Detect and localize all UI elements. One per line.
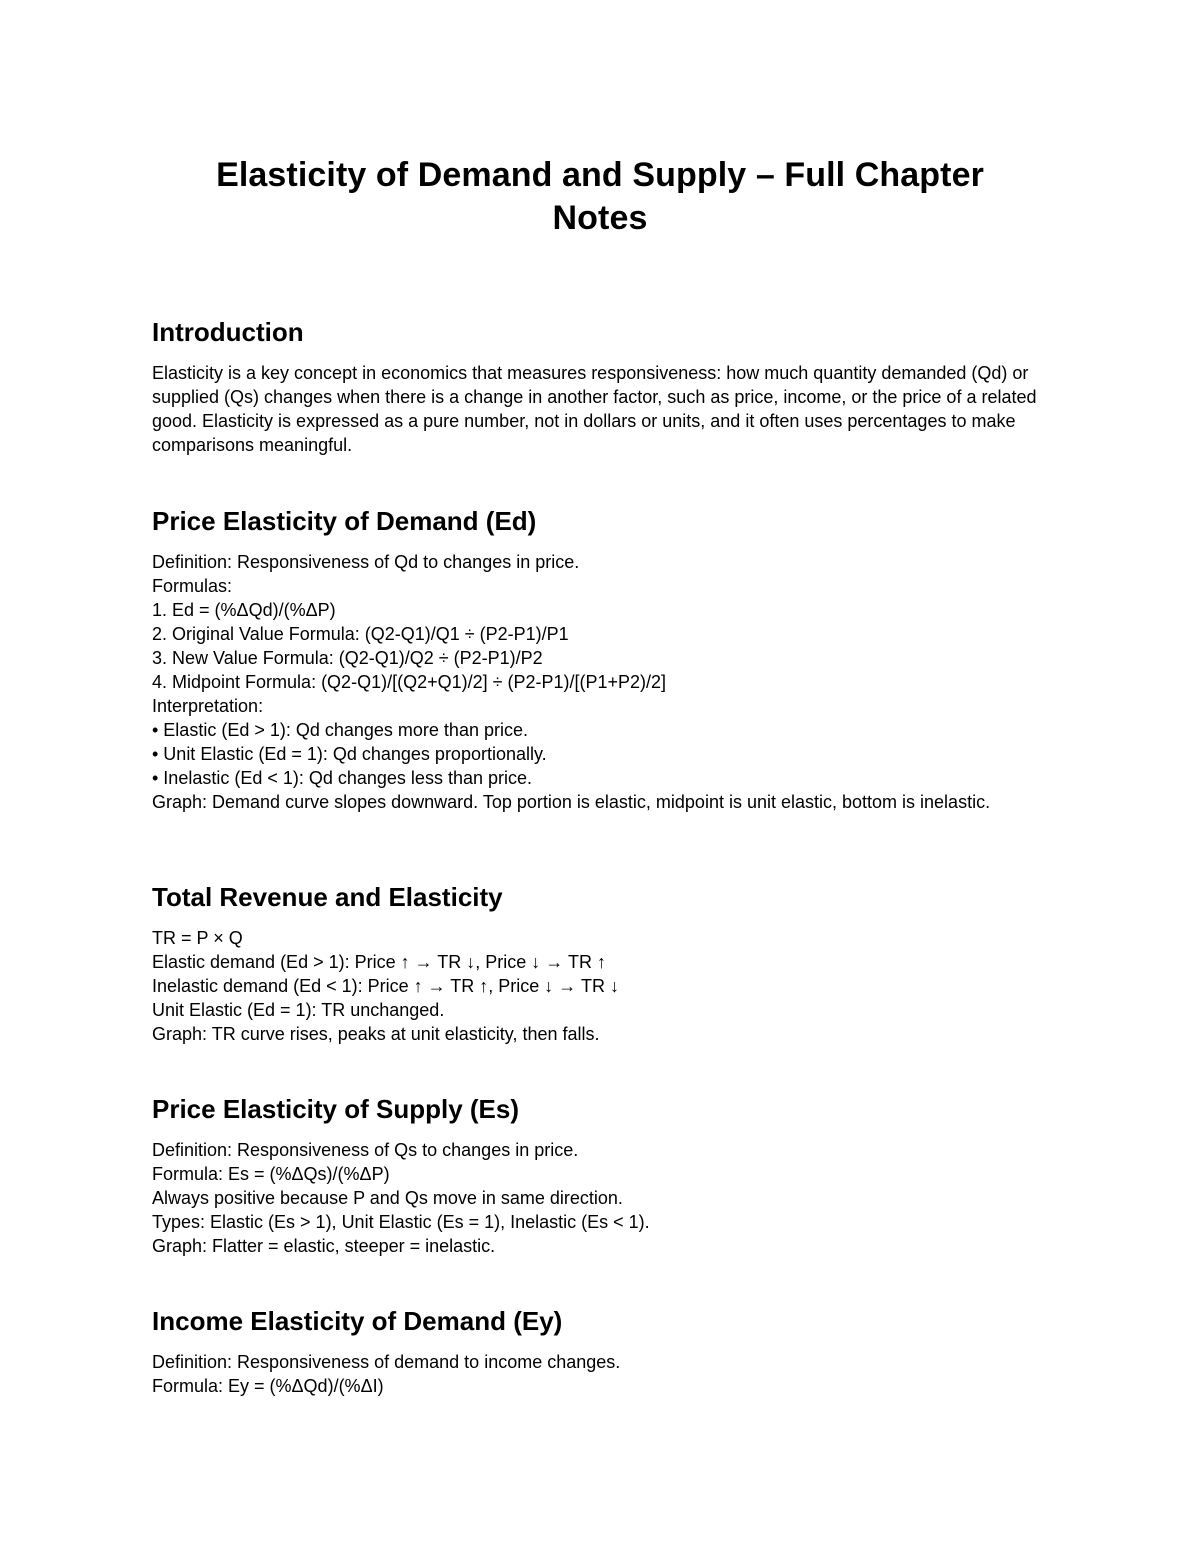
bullet-line: • Unit Elastic (Ed = 1): Qd changes proportionally. (152, 744, 547, 764)
section-body (152, 1138, 1052, 1258)
section-heading: Total Revenue and Elasticity (152, 882, 503, 912)
graph-line: Graph: Flatter = elastic, steeper = inelastic. (152, 1236, 496, 1256)
formula-line: Formula: Ey = (%ΔQd)/(%ΔI) (152, 1376, 384, 1396)
bullet-line: • Inelastic (Ed < 1): Qd changes less than price. (152, 768, 532, 788)
section-price-elasticity-of-demand (152, 504, 1052, 814)
interpretation-label: Interpretation: (152, 696, 264, 716)
section-price-elasticity-of-supply (152, 1092, 1052, 1258)
formula-line: 1. Ed = (%ΔQd)/(%ΔP) (152, 600, 336, 620)
document-title-line-2: Notes (552, 199, 648, 237)
section-body (152, 926, 1052, 1046)
text-line: TR = P × Q (152, 928, 243, 948)
formula-line: Formula: Es = (%ΔQs)/(%ΔP) (152, 1164, 390, 1184)
definition-line: Definition: Responsiveness of Qs to changes in price. (152, 1140, 579, 1160)
definition-line: Definition: Responsiveness of demand to income changes. (152, 1352, 621, 1372)
section-heading: Price Elasticity of Supply (Es) (152, 1094, 519, 1124)
section-heading: Introduction (152, 317, 304, 347)
section-body (152, 550, 1052, 814)
formulas-label: Formulas: (152, 576, 233, 596)
document-title-line-1: Elasticity of Demand and Supply – Full Chapter (216, 156, 984, 194)
text-line: Elastic demand (Ed > 1): Price ↑ → TR ↓, Price ↓ → TR ↑ (152, 952, 606, 972)
section-introduction (152, 315, 1052, 457)
bullet-line: • Elastic (Ed > 1): Qd changes more than price. (152, 720, 528, 740)
formula-line: 4. Midpoint Formula: (Q2-Q1)/[(Q2+Q1)/2] ÷ (P2-P1)/[(P1+P2)/2] (152, 672, 667, 692)
section-paragraph: Elasticity is a key concept in economics that measures responsiveness: how much quantity demanded (Qd) or supplied (Qs) changes when there is a change in another factor, such as price, income, or the price of a related good. Elasticity is expressed as a pure number, not in dollars or units, and it often uses percentages to make comparisons meaningful. (152, 363, 1037, 455)
text-line: Types: Elastic (Es > 1), Unit Elastic (Es = 1), Inelastic (Es < 1). (152, 1212, 650, 1232)
graph-line: Graph: Demand curve slopes downward. Top portion is elastic, midpoint is unit elastic, bottom is inelastic. (152, 792, 991, 812)
text-line: Always positive because P and Qs move in same direction. (152, 1188, 623, 1208)
text-line: Inelastic demand (Ed < 1): Price ↑ → TR ↑, Price ↓ → TR ↓ (152, 976, 619, 996)
formula-line: 3. New Value Formula: (Q2-Q1)/Q2 ÷ (P2-P1)/P2 (152, 648, 543, 668)
text-line: Unit Elastic (Ed = 1): TR unchanged. (152, 1000, 445, 1020)
formula-line: 2. Original Value Formula: (Q2-Q1)/Q1 ÷ (P2-P1)/P1 (152, 624, 569, 644)
section-heading: Price Elasticity of Demand (Ed) (152, 506, 537, 536)
graph-line: Graph: TR curve rises, peaks at unit elasticity, then falls. (152, 1024, 600, 1044)
document-title (150, 154, 1050, 240)
definition-line: Definition: Responsiveness of Qd to changes in price. (152, 552, 580, 572)
section-total-revenue (152, 880, 1052, 1046)
section-income-elasticity-of-demand (152, 1304, 1052, 1398)
section-heading: Income Elasticity of Demand (Ey) (152, 1306, 563, 1336)
section-body (152, 1350, 1052, 1398)
